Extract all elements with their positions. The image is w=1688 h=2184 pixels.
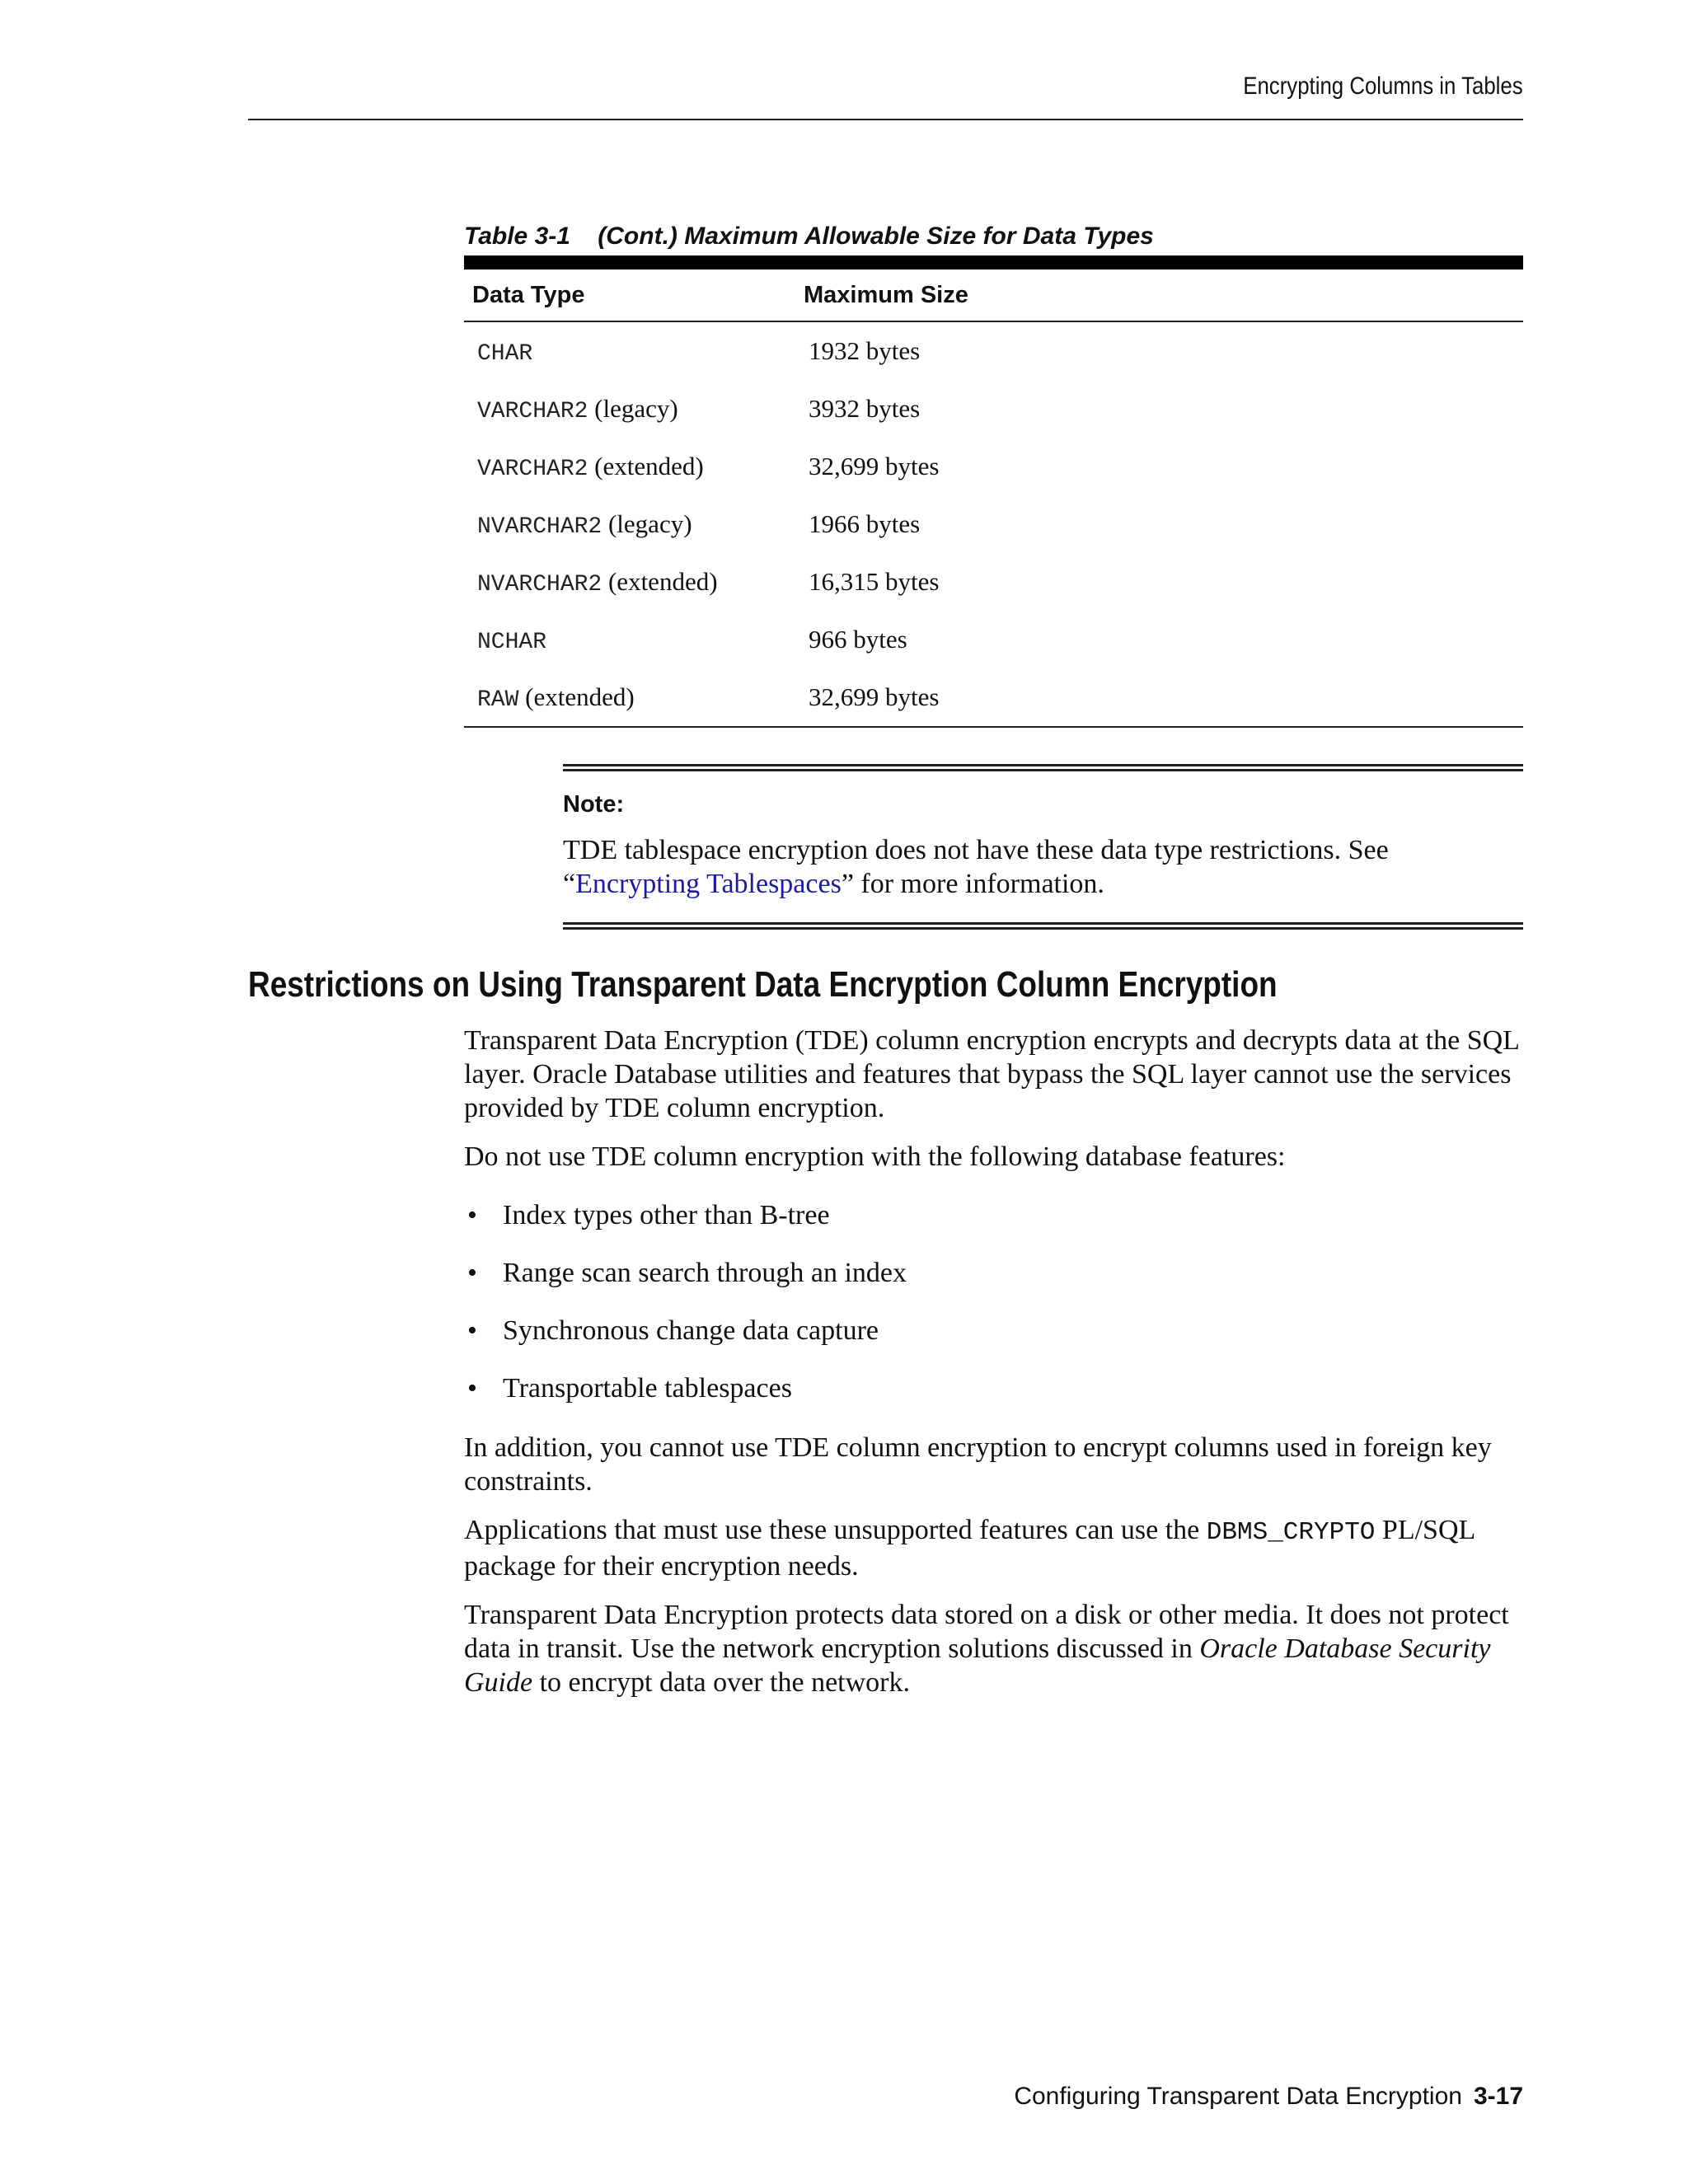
note-bottom-rule xyxy=(563,922,1523,930)
data-type-cell xyxy=(464,553,795,611)
data-type-code: NCHAR xyxy=(477,629,547,655)
list-item-text: Transportable tablespaces xyxy=(503,1373,792,1404)
list-item-text: Range scan search through an index xyxy=(503,1258,907,1288)
data-type-cell xyxy=(464,380,795,438)
data-type-suffix: (extended) xyxy=(588,451,704,480)
max-size-cell: 1932 bytes xyxy=(809,336,921,365)
bullet-icon: • xyxy=(467,1373,477,1404)
note-box xyxy=(563,764,1523,930)
paragraph xyxy=(464,1598,1527,1699)
max-size-cell: 3932 bytes xyxy=(809,394,921,423)
max-size-cell: 966 bytes xyxy=(809,625,907,654)
paragraph xyxy=(464,1513,1527,1583)
paragraph: In addition, you cannot use TDE column encryption to encrypt columns used in foreign key constraints. xyxy=(464,1432,1492,1497)
running-header-title: Encrypting Columns in Tables xyxy=(1243,73,1523,100)
note-top-rule xyxy=(563,764,1523,771)
list-item xyxy=(464,1371,1527,1419)
section-body xyxy=(464,1024,1527,1714)
list-item-text: Index types other than B-tree xyxy=(503,1200,830,1230)
encrypting-tablespaces-link[interactable]: Encrypting Tablespaces xyxy=(575,869,842,899)
page-number: 3-17 xyxy=(1473,2083,1523,2110)
data-type-suffix: (extended) xyxy=(518,682,635,711)
data-type-cell xyxy=(464,495,795,553)
note-text-before: TDE tablespace encryption does not have these data type restrictions. See “ xyxy=(563,835,1389,899)
list-item xyxy=(464,1256,1527,1314)
table-row xyxy=(464,438,1523,495)
data-type-code: CHAR xyxy=(477,340,533,367)
data-type-cell xyxy=(464,438,795,495)
table-row xyxy=(464,668,1523,727)
column-header-maximum-size: Maximum Size xyxy=(795,269,1523,321)
table-top-rule xyxy=(464,255,1523,269)
bullet-icon: • xyxy=(467,1200,477,1230)
data-type-suffix: (legacy) xyxy=(602,509,692,538)
table-header-row xyxy=(464,269,1523,321)
section-heading: Restrictions on Using Transparent Data Encryption Column Encryption xyxy=(248,964,1278,1005)
max-size-cell: 1966 bytes xyxy=(809,509,921,538)
data-type-suffix: (extended) xyxy=(602,566,718,596)
book-title: Oracle Database Security Guide xyxy=(464,1633,1491,1698)
page-footer xyxy=(1014,2083,1523,2111)
note-body xyxy=(563,833,1523,901)
footer-title: Configuring Transparent Data Encryption xyxy=(1014,2083,1462,2110)
table-row xyxy=(464,611,1523,668)
list-item xyxy=(464,1198,1527,1256)
max-size-cell: 16,315 bytes xyxy=(809,567,940,596)
list-item-text: Synchronous change data capture xyxy=(503,1315,879,1346)
running-header xyxy=(248,73,1523,120)
dbms-crypto-code: DBMS_CRYPTO xyxy=(1206,1518,1376,1547)
paragraph-text: PL/SQL package for their encryption needs. xyxy=(464,1515,1475,1582)
data-type-table xyxy=(464,255,1523,728)
feature-list xyxy=(464,1198,1527,1419)
paragraph-text: Transparent Data Encryption protects data stored on a disk or other media. It does not protect data in transit. Use the network encryption solutions discussed in xyxy=(464,1600,1509,1664)
data-type-code: VARCHAR2 xyxy=(477,456,588,482)
data-type-suffix: (legacy) xyxy=(588,393,678,423)
note-text-after: ” for more information. xyxy=(841,869,1104,899)
table-row xyxy=(464,495,1523,553)
paragraph: Do not use TDE column encryption with the following database features: xyxy=(464,1141,1286,1172)
note-title: Note: xyxy=(563,791,625,818)
data-type-code: NVARCHAR2 xyxy=(477,571,603,598)
data-type-cell xyxy=(464,321,795,380)
paragraph: Transparent Data Encryption (TDE) column encryption encrypts and decrypts data at the SQL layer. Oracle Database utilities and features that bypass the SQL layer cannot use the services provided by TDE column encryption. xyxy=(464,1025,1519,1123)
paragraph-text: to encrypt data over the network. xyxy=(532,1667,910,1698)
bullet-icon: • xyxy=(467,1258,477,1288)
table-row xyxy=(464,380,1523,438)
data-table xyxy=(464,269,1523,728)
data-type-code: RAW xyxy=(477,687,519,713)
paragraph-text: Applications that must use these unsupported features can use the xyxy=(464,1515,1207,1545)
data-type-cell xyxy=(464,611,795,668)
data-type-cell xyxy=(464,668,795,727)
table-row xyxy=(464,321,1523,380)
max-size-cell: 32,699 bytes xyxy=(809,452,940,480)
bullet-icon: • xyxy=(467,1315,477,1346)
table-caption: Table 3-1 (Cont.) Maximum Allowable Size for Data Types xyxy=(464,223,1154,250)
max-size-cell: 32,699 bytes xyxy=(795,668,1523,727)
data-type-code: NVARCHAR2 xyxy=(477,513,603,540)
data-type-code: VARCHAR2 xyxy=(477,398,588,424)
column-header-data-type: Data Type xyxy=(464,269,795,321)
table-row xyxy=(464,553,1523,611)
list-item xyxy=(464,1314,1527,1371)
